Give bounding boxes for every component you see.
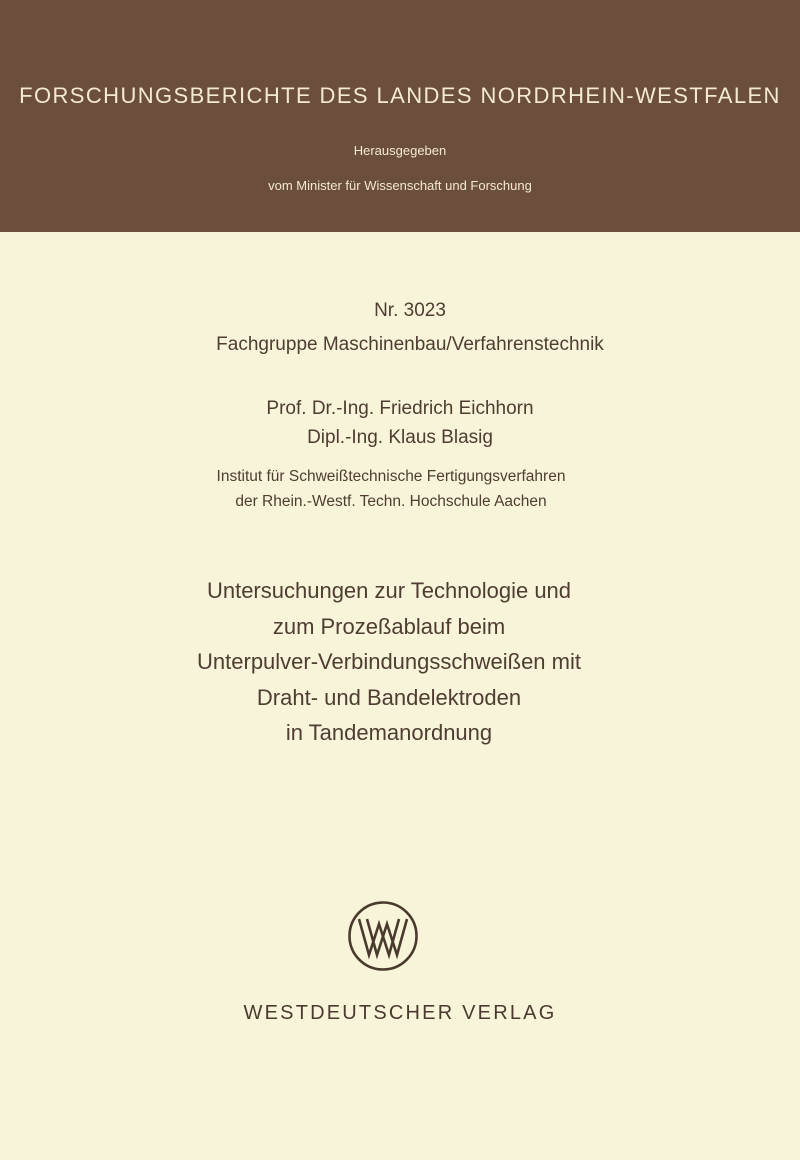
subject-group: Fachgruppe Maschinenbau/Verfahrenstechnik	[216, 334, 604, 355]
series-title: FORSCHUNGSBERICHTE DES LANDES NORDRHEIN-WESTFALEN	[19, 83, 781, 108]
series-banner	[0, 0, 800, 232]
editor-name: vom Minister für Wissenschaft und Forschung	[268, 178, 532, 193]
title-line-3: Unterpulver-Verbindungsschweißen mit	[197, 649, 581, 674]
title-line-5: in Tandemanordnung	[285, 720, 493, 745]
book-title	[0, 573, 778, 751]
publisher-name: WESTDEUTSCHER VERLAG	[243, 1002, 557, 1024]
title-line-2: zum Prozeßablauf beim	[272, 613, 506, 639]
institute-line-2: der Rhein.-Westf. Techn. Hochschule Aachen	[235, 493, 547, 510]
author-2: Dipl.-Ing. Klaus Blasig	[307, 427, 493, 448]
report-number: Nr. 3023	[374, 300, 446, 321]
institute-line-1: Institut für Schweißtechnische Fertigungsverfahren	[216, 468, 566, 485]
ww-publisher-logo-icon	[347, 900, 419, 972]
title-line-1: Untersuchungen zur Technologie und	[206, 578, 572, 603]
author-1: Prof. Dr.-Ing. Friedrich Eichhorn	[266, 398, 534, 419]
editor-label: Herausgegeben	[353, 143, 447, 158]
title-line-4: Draht- und Bandelektroden	[256, 684, 522, 710]
